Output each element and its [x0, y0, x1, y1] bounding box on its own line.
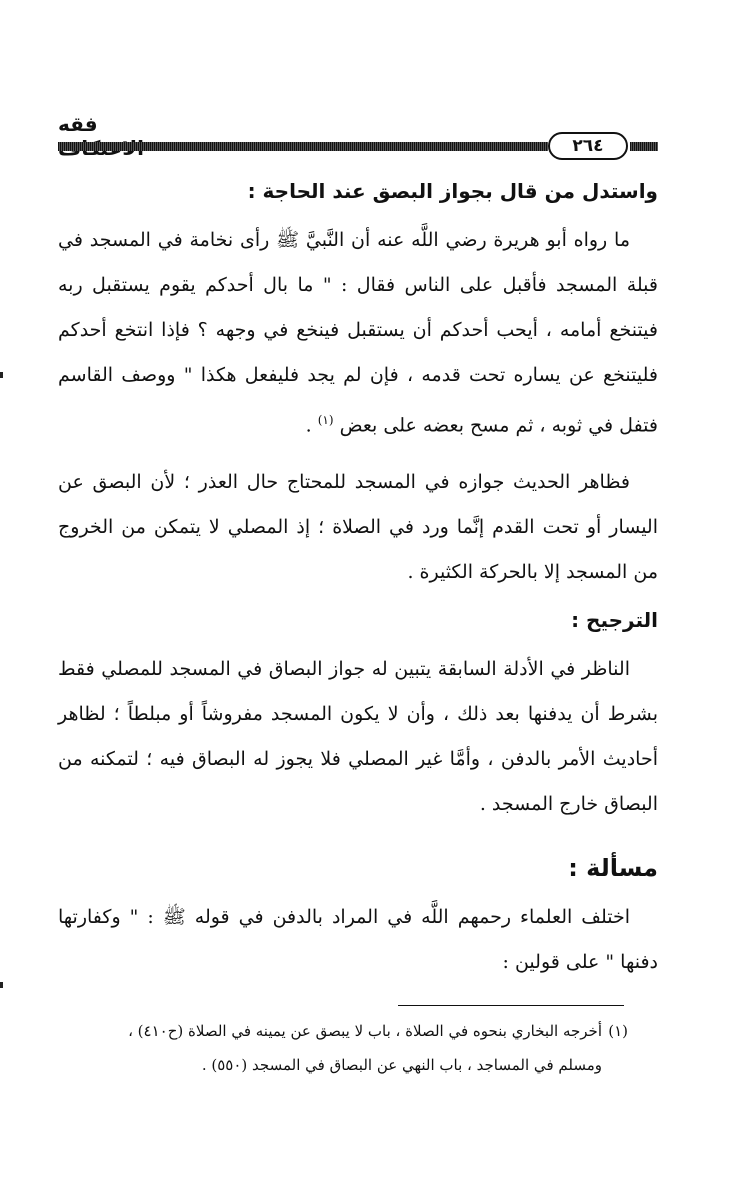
scan-mark — [0, 372, 3, 378]
page-number: ٢٦٤ — [548, 132, 628, 160]
paragraph-hadith — [58, 218, 658, 448]
scan-mark — [0, 982, 3, 988]
footnote-line-1 — [48, 1014, 628, 1048]
main-text — [58, 166, 658, 997]
paragraph-masala: اختلف العلماء رحمهم اللَّه في المراد بالدفن في قوله ﷺ : " وكفارتها دفنها " على قولين : — [58, 906, 658, 974]
header-rule — [58, 142, 548, 151]
paragraph-tarjih: الناظر في الأدلة السابقة يتبين له جواز البصاق في المسجد للمصلي فقط بشرط أن يدفنها بعد ذلك ، وأن لا يكون المسجد مفروشاً أو مبلطاً ؛ لظاهر أحاديث الأمر بالدفن ، وأمَّا غير المصلي فلا يجوز له البصاق فيه ؛ لتمكنه من البصاق خارج المسجد . — [58, 658, 658, 816]
footnote-text-2: ومسلم في المساجد ، باب النهي عن البصاق في المسجد (٥٥٠) . — [201, 1056, 602, 1074]
footnote-line-2 — [48, 1048, 628, 1082]
paragraph-hadith-end: . — [305, 414, 318, 437]
header-rule-end — [630, 142, 658, 151]
masala-heading: مسألة : — [568, 854, 658, 883]
section-heading: واستدل من قال بجواز البصق عند الحاجة : — [247, 179, 658, 203]
running-title: فقه — [58, 112, 98, 136]
tarjih-heading: الترجيح : — [571, 608, 658, 633]
footnote-text-1: أخرجه البخاري بنحوه في الصلاة ، باب لا يبصق عن يمينه في الصلاة (ح٤١٠) ، — [128, 1022, 602, 1040]
paragraph-hadith-text: ما رواه أبو هريرة رضي اللَّه عنه أن النَّبيَّ ﷺ رأى نخامة في المسجد في قبلة المسجد فأقبل على الناس فقال : " ما بال أحدكم يقوم يستقبل ربه فيتنخع أمامه ، أيحب أحدكم أن يستقبل فينخع في وجهه ؟ فإذا انتخع أحدكم فليتنخع عن يساره تحت قدمه ، فإن لم يجد فليفعل هكذا " ووصف القاسم فتفل في ثوبه ، ثم مسح بعضه على بعض — [58, 229, 658, 437]
footnotes — [48, 1014, 628, 1082]
footnote-marker: (١) — [608, 1022, 628, 1040]
paragraph-interpretation: فظاهر الحديث جوازه في المسجد للمحتاج حال العذر ؛ لأن البصق عن اليسار أو تحت القدم إنَّما ورد في الصلاة ؛ إذ المصلي لا يتمكن من الخروج من المسجد إلا بالحركة الكثيرة . — [58, 471, 658, 584]
footnote-divider — [398, 1005, 624, 1006]
footnote-ref: (١) — [317, 413, 334, 427]
